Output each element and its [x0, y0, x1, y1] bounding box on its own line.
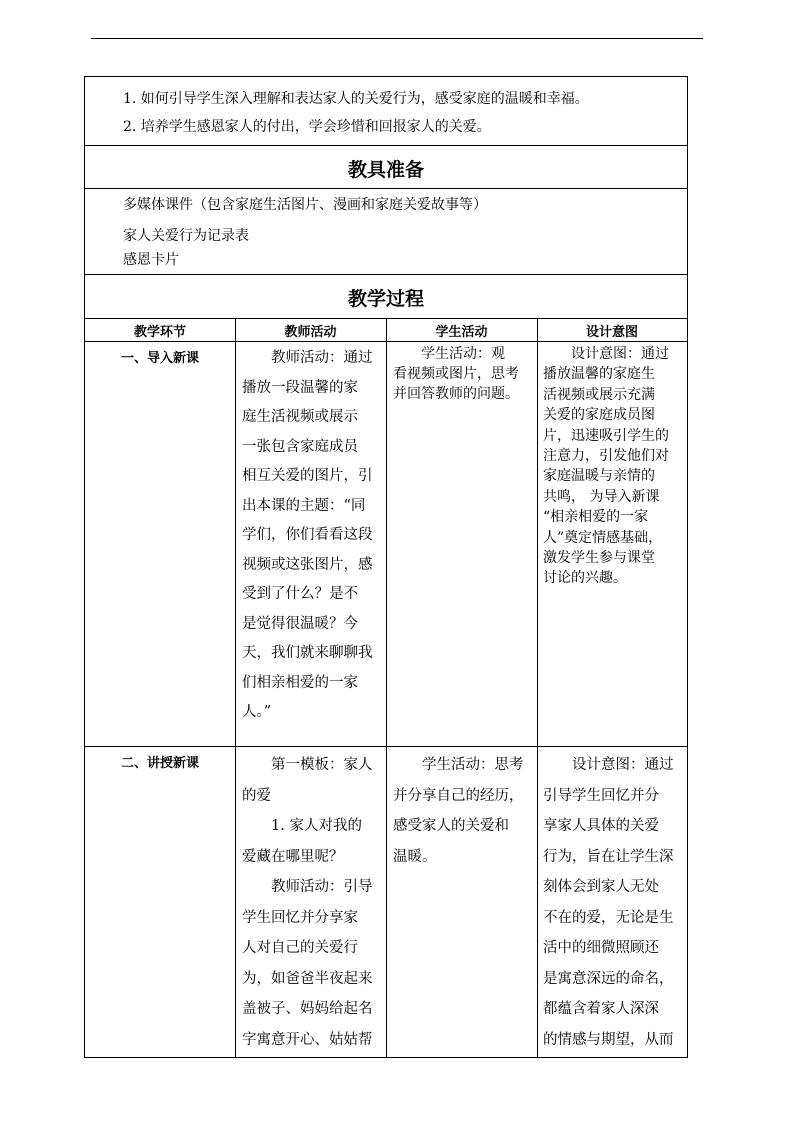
text-line: 共鸣， 为导入新课 [543, 488, 660, 505]
text-line: 激发学生参与课堂 [543, 550, 655, 567]
header-stage: 教学环节 [133, 325, 186, 340]
objective-line: 2. 培养学生感恩家人的付出，学会珍惜和回报家人的关爱。 [123, 119, 491, 135]
process-header-row [85, 319, 687, 342]
text-line: 的爱 [242, 787, 271, 804]
text-line: 受到了什么？是不 [242, 586, 358, 602]
material-item: 家人关爱行为记录表 [123, 228, 249, 244]
text-line: 是寓意深远的命名， [543, 970, 674, 987]
text-line: 温暖。 [393, 848, 437, 865]
teacher-activity [242, 344, 373, 728]
text-line: 关爱的家庭成员图 [543, 407, 655, 424]
stage-label: 一、导入新课 [121, 351, 200, 366]
text-line: 字寓意开心、姑姑帮 [242, 1031, 373, 1048]
table-row [85, 342, 687, 747]
student-activity [393, 750, 524, 872]
text-line: 讨论的兴趣。 [543, 570, 627, 587]
process-title: 教学过程 [347, 288, 424, 310]
header-design: 设计意图 [585, 325, 638, 340]
text-line: 都蕴含着家人深深 [543, 1001, 659, 1017]
material-item: 多媒体课件（包含家庭生活图片、漫画和家庭关爱故事等） [123, 197, 487, 213]
text-line: 并回答教师的问题。 [393, 386, 519, 402]
text-line: 们相亲相爱的一家 [242, 674, 358, 691]
text-line: 设计意图：通过 [543, 757, 674, 773]
table-row [85, 747, 687, 1057]
header-teacher: 教师活动 [284, 325, 337, 340]
text-line: 看视频或图片，思考 [393, 366, 519, 382]
text-line: 学生回忆并分享家 [242, 909, 358, 926]
objectives-section [85, 77, 687, 146]
text-line: 教师活动：通过 [242, 350, 373, 366]
text-line: 教师活动：引导 [242, 879, 373, 895]
text-line: 片，迅速吸引学生的 [543, 427, 669, 444]
header-rule [91, 38, 703, 39]
text-line: 人”奠定情感基础， [543, 529, 663, 546]
text-line: “相亲相爱的一家 [543, 509, 649, 526]
text-line: 刻体会到家人无处 [543, 879, 659, 895]
text-line: 引导学生回忆并分 [543, 787, 659, 804]
text-line: 活视频或展示充满 [543, 386, 655, 403]
student-activity [393, 344, 519, 404]
text-line: 并分享自己的经历， [393, 787, 524, 804]
text-line: 行为，旨在让学生深 [543, 848, 674, 865]
material-item: 感恩卡片 [123, 252, 179, 268]
process-grid [85, 319, 687, 1057]
text-line: 第一模板：家人 [242, 757, 373, 773]
text-line: 出本课的主题：“同 [242, 497, 366, 514]
process-title-row [85, 275, 687, 319]
text-line: 设计意图：通过 [543, 346, 669, 362]
lesson-plan-table [84, 76, 688, 1058]
text-line: 庭生活视频或展示 [242, 409, 358, 425]
text-line: 人。” [242, 704, 272, 720]
text-line: 家庭温暖与亲情的 [543, 468, 655, 485]
text-line: 天，我们就来聊聊我 [242, 645, 373, 661]
text-line: 感受家人的关爱和 [393, 818, 509, 834]
text-line: 爱藏在哪里呢？ [242, 848, 344, 865]
text-line: 享家人具体的关爱 [543, 818, 659, 834]
header-student: 学生活动 [435, 325, 488, 340]
materials-section [85, 189, 687, 275]
text-line: 播放一段温馨的家 [242, 379, 358, 396]
text-line: 播放温馨的家庭生 [543, 366, 655, 383]
text-line: 学生活动：观 [393, 346, 505, 362]
materials-title-row [85, 146, 687, 189]
text-line: 是觉得很温暖？今 [242, 615, 358, 632]
objective-line: 1. 如何引导学生深入理解和表达家人的关爱行为，感受家庭的温暖和幸福。 [123, 91, 589, 107]
stage-label: 二、讲授新课 [121, 756, 200, 771]
text-line: 一张包含家庭成员 [242, 438, 358, 455]
text-line: 盖被子、妈妈给起名 [242, 1001, 373, 1017]
text-line: 人对自己的关爱行 [242, 940, 358, 956]
text-line: 为，如爸爸半夜起来 [242, 970, 373, 987]
text-line: 1. 家人对我的 [242, 818, 362, 834]
design-intent [543, 344, 669, 589]
teacher-activity [242, 750, 373, 1055]
text-line: 不在的爱，无论是生 [543, 909, 674, 926]
text-line: 相互关爱的图片，引 [242, 468, 373, 484]
text-line: 的情感与期望，从而 [543, 1031, 674, 1048]
design-intent [543, 750, 674, 1055]
materials-title: 教具准备 [347, 159, 424, 181]
text-line: 活中的细微照顾还 [543, 940, 659, 956]
text-line: 学生活动：思考 [393, 757, 524, 773]
text-line: 学们，你们看看这段 [242, 527, 373, 543]
text-line: 注意力，引发他们对 [543, 448, 669, 465]
text-line: 视频或这张图片，感 [242, 556, 373, 573]
